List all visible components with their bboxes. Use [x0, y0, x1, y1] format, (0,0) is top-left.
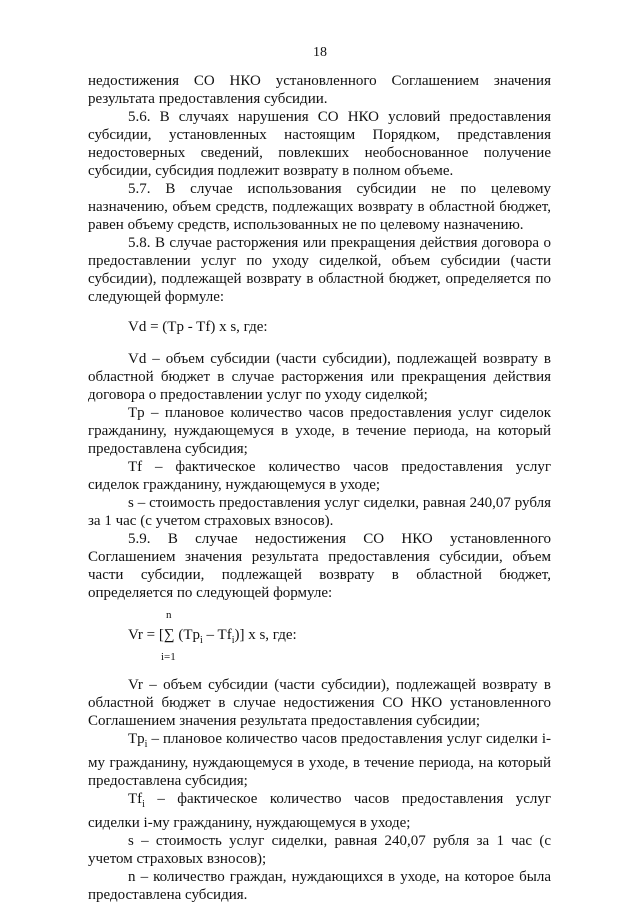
paragraph-5-6: 5.6. В случаях нарушения СО НКО условий предоставления субсидии, установленных настоящим Порядком, представления недостоверных сведений, повлекших необоснованное получение субсидии, субсидия подлежит возврату в полном объеме. — [88, 109, 551, 179]
formula-vr-main — [128, 626, 297, 650]
subscript-i: i — [231, 635, 235, 646]
subscript-i: i — [142, 799, 145, 810]
document-body — [88, 72, 551, 904]
sum-lower-limit: i=1 — [161, 651, 176, 663]
formula-vr-prefix: Vr = [ — [128, 627, 164, 643]
definition-tpi-text: – плановое количество часов предоставления услуг сиделки i-му гражданину, нуждающемуся в уходе, в течение периода, на который предоставлена субсидия; — [88, 731, 551, 789]
formula-vr — [88, 606, 551, 668]
formula-vr-open: (Tp — [174, 627, 201, 643]
paragraph-5-8: 5.8. В случае расторжения или прекращения действия договора о предоставлении услуг по уходу сиделкой, объем субсидии (части субсидии), подлежащей возврату в областной бюджет, определяется по следующей формуле: — [88, 235, 551, 305]
subscript-i: i — [200, 635, 203, 646]
definition-vr: Vr – объем субсидии (части субсидии), подлежащей возврату в областной бюджет в случае недостижения СО НКО установленного Соглашением значения результата предоставления субсидии; — [88, 677, 551, 729]
symbol-tf: Tf — [128, 791, 143, 807]
paragraph-5-7: 5.7. В случае использования субсидии не по целевому назначению, объем средств, подлежащих возврату в областной бюджет, равен объему средств, использованных не по целевому назначению. — [88, 181, 551, 233]
formula-vr-suffix: )] x s, где: — [234, 627, 297, 643]
page-number: 18 — [313, 45, 327, 60]
paragraph-continuation: недостижения СО НКО установленного Соглашением значения результата предоставления субсидии. — [88, 73, 551, 107]
formula-vr-mid: – Tf — [202, 627, 232, 643]
sum-upper-limit: n — [166, 609, 172, 621]
subscript-i: i — [144, 739, 148, 750]
definition-s2: s – стоимость услуг сиделки, равная 240,07 рубля за 1 час (с учетом страховых взносов); — [88, 833, 551, 867]
paragraph-5-9: 5.9. В случае недостижения СО НКО установленного Соглашением значения результата предоставления субсидии, объем части субсидии, подлежащей возврату в областной бюджет, определяется по следующей формуле: — [88, 531, 551, 601]
definition-tfi-text: – фактическое количество часов предоставления услуг сиделки i-му гражданину, нуждающемуся в уходе; — [88, 791, 551, 831]
definition-vd: Vd – объем субсидии (части субсидии), подлежащей возврату в областной бюджет в случае расторжения или прекращения действия договора о предоставлении услуг по уходу сиделкой; — [88, 351, 551, 403]
definition-tp: Tp – плановое количество часов предоставления услуг сиделок гражданину, нуждающемуся в уходе, в течение периода, на который предоставлена субсидия; — [88, 405, 551, 457]
symbol-tp: Tp — [128, 731, 145, 747]
sigma-symbol: ∑ — [163, 627, 175, 643]
formula-vd: Vd = (Tp - Tf) x s, где: — [128, 319, 268, 335]
definition-n: n – количество граждан, нуждающихся в уходе, на которое была предоставлена субсидия. — [88, 869, 551, 903]
definition-tpi — [88, 730, 551, 790]
definition-tf: Tf – фактическое количество часов предоставления услуг сиделок гражданину, нуждающемуся в уходе; — [88, 459, 551, 493]
definition-s: s – стоимость предоставления услуг сиделки, равная 240,07 рубля за 1 час (с учетом страховых взносов). — [88, 495, 551, 529]
definition-tfi — [88, 790, 551, 832]
